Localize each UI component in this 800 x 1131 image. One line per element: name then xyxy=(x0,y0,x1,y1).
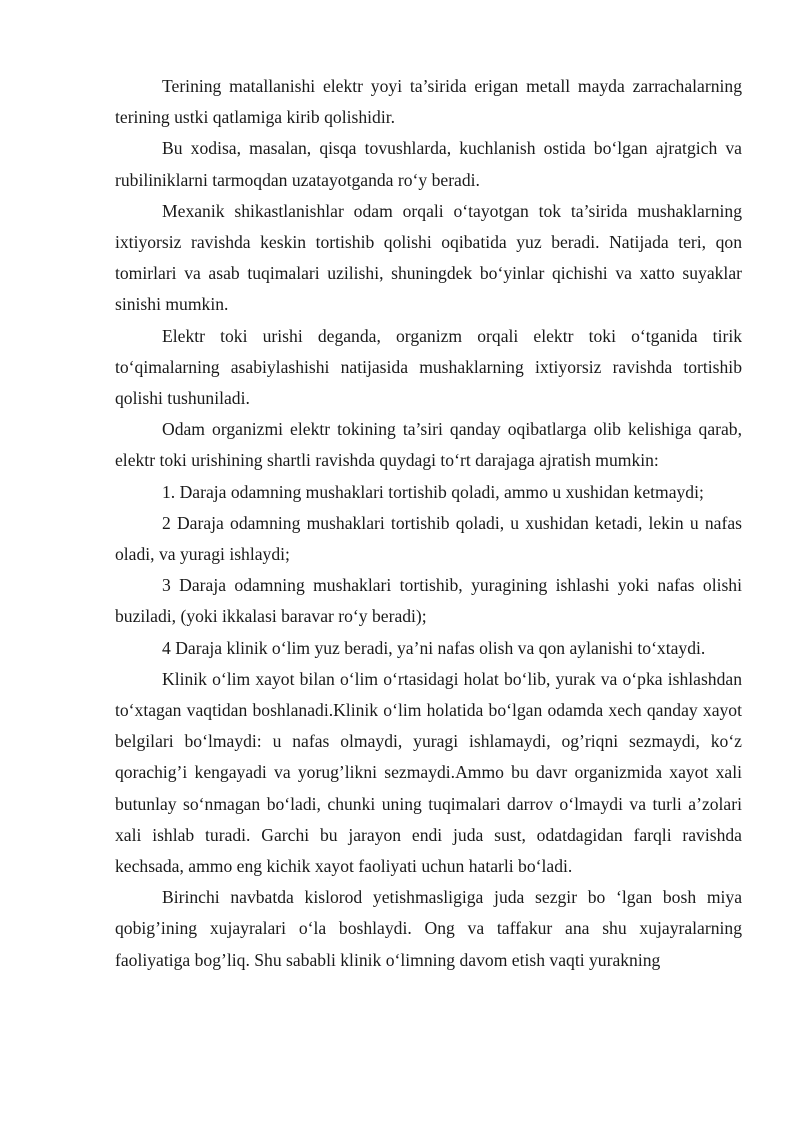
list-item: 3 Daraja odamning mushaklari tortishib, yuragining ishlashi yoki nafas olishi buziladi, (yoki ikkalasi baravar ro‘y beradi); xyxy=(115,575,742,627)
paragraph: Klinik o‘lim xayot bilan o‘lim o‘rtasidagi holat bo‘lib, yurak va o‘pka ishlashdan to‘xtagan vaqtidan boshlanadi.Klinik o‘lim holatida bo‘lgan odamda xech qanday xayot belgilari bo‘lmaydi: u nafas olmaydi, yuragi ishlamaydi, og’riqni sezmaydi, ko‘z qorachig’i kengayadi va yorug’likni sezmaydi.Ammo bu davr organizmida xayot xali butunlay so‘nmagan bo‘ladi, chunki uning tuqimalari darrov o‘lmaydi va turli a’zolari xali ishlab turadi. Garchi bu jarayon endi juda sust, odatdagidan farqli ravishda kechsada, ammo eng kichik xayot faoliyati uchun hatarli bo‘ladi. xyxy=(115,668,742,877)
list-item: 4 Daraja klinik o‘lim yuz beradi, ya’ni nafas olish va qon aylanishi to‘xtaydi. xyxy=(162,637,706,658)
paragraph: Odam organizmi elektr tokining ta’siri qanday oqibatlarga olib kelishiga qarab, elektr toki urishining shartli ravishda quydagi to‘rt darajaga ajratish mumkin: xyxy=(115,419,742,471)
paragraph: Elektr toki urishi deganda, organizm orqali elektr toki o‘tganida tirik to‘qimalarning asabiylashishi natijasida mushaklarning ixtiyorsiz ravishda tortishib qolishi tushuniladi. xyxy=(115,325,742,409)
paragraph: Terining matallanishi elektr yoyi ta’sirida erigan metall mayda zarrachalarning terining ustki qatlamiga kirib qolishidir. xyxy=(115,76,742,128)
list-item: 1. Daraja odamning mushaklari tortishib qoladi, ammo u xushidan ketmaydi; xyxy=(162,481,704,502)
paragraph: Bu xodisa, masalan, qisqa tovushlarda, kuchlanish ostida bo‘lgan ajratgich va rubiliniklarni tarmoqdan uzatayotganda ro‘y beradi. xyxy=(115,138,742,190)
paragraph: Birinchi navbatda kislorod yetishmasligiga juda sezgir bo ‘lgan bosh miya qobig’ining xujayralari o‘la boshlaydi. Ong va taffakur ana shu xujayralarning faoliyatiga bog’liq. Shu sababli klinik o‘limning davom etish vaqti yurakning xyxy=(115,887,742,970)
paragraph: Mexanik shikastlanishlar odam orqali o‘tayotgan tok ta’sirida mushaklarning ixtiyorsiz ravishda keskin tortishib qolishi oqibatida yuz beradi. Natijada teri, qon tomirlari va asab tuqimalari uzilishi, shuningdek bo‘yinlar qichishi va xatto suyaklar sinishi mumkin. xyxy=(115,200,742,315)
list-item: 2 Daraja odamning mushaklari tortishib qoladi, u xushidan ketadi, lekin u nafas oladi, va yuragi ishlaydi; xyxy=(115,512,742,565)
